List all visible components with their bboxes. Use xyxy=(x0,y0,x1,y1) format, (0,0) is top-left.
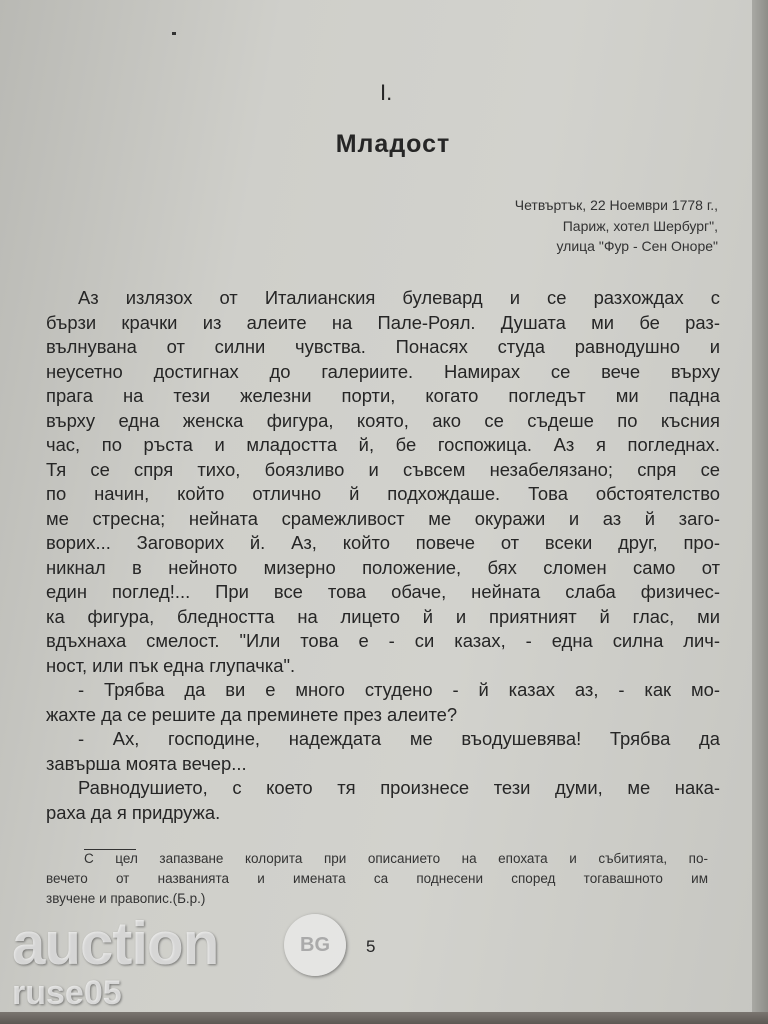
text-line: ме стресна; нейната срамежливост ме окуражи и аз й заго- xyxy=(46,507,720,529)
chapter-title: Младост xyxy=(335,130,451,158)
text-line: ворих... Заговорих й. Аз, който повече от всеки друг, про- xyxy=(46,532,720,553)
dateline-line: Париж, хотел Шербург", xyxy=(562,217,718,234)
text-line: Тя се спря тихо, боязливо и съвсем незабелязано; спря се xyxy=(46,458,720,480)
text-line: ност, или пък една глупачка". xyxy=(46,654,296,676)
text-line: никнал в нейното мизерно положение, бях сломен само от xyxy=(46,556,720,578)
text-line: по начин, който отлично й подхождаше. Това обстоятелство xyxy=(46,483,720,504)
text-line: неусетно достигнах до галериите. Намирах се вече върху xyxy=(46,360,720,382)
footnote xyxy=(46,849,708,909)
text-line: Равнодушието, с което тя произнесе тези думи, ме нака- xyxy=(78,777,720,798)
ink-speck xyxy=(172,32,176,35)
text-line: ка фигура, бледността на лицето й и приятният й глас, ми xyxy=(46,605,720,627)
text-line: Аз излязох от Италианския булевард и се разхождах с xyxy=(78,287,720,308)
dateline-line: Четвъртък, 22 Ноември 1778 г., xyxy=(514,197,718,213)
page-number: 5 xyxy=(366,937,376,956)
text-line: върху една женска фигура, която, ако се съдеше по късния xyxy=(46,409,720,431)
watermark-user: ruse05 xyxy=(12,974,122,1012)
footnote-line: вечето от названията и имената са поднесени според тогавашното им xyxy=(46,871,708,886)
text-line: - Ах, господине, надеждата ме въодушевява! Трябва да xyxy=(78,728,720,749)
text-line: час, по ръста и младостта й, бе госпожица. Аз я погледнах. xyxy=(46,434,720,455)
watermark-logo: auction xyxy=(12,910,219,977)
text-line: вълнувана от силни чувства. Понасях студа равнодушно и xyxy=(46,336,720,357)
watermark-badge: BG xyxy=(284,914,346,976)
text-line: жахте да се решите да преминете през алеите? xyxy=(46,703,458,725)
text-line: раха да я придружа. xyxy=(46,801,221,823)
footnote-line: С цел запазване колорита при описанието на епохата и събитията, по- xyxy=(84,851,708,866)
dateline xyxy=(515,195,718,257)
chapter-number: I. xyxy=(380,80,393,105)
text-line: вдъхнаха смелост. "Или това е - си казах, - една силна лич- xyxy=(46,630,720,651)
text-line: прага на тези железни порти, когато погледът ми падна xyxy=(46,385,720,406)
body-text xyxy=(46,286,720,825)
table-surface xyxy=(0,1012,768,1024)
text-line: един поглед!... При все това обаче, нейната слаба физичес- xyxy=(46,581,720,602)
text-line: - Трябва да ви е много студено - й казах аз, - как мо- xyxy=(78,679,720,700)
text-line: бързи крачки из алеите на Пале-Роял. Душата ми бе раз- xyxy=(46,311,720,333)
text-line: завърша моята вечер... xyxy=(46,752,247,774)
footnote-line: звучене и правопис.(Б.р.) xyxy=(46,891,206,906)
dateline-line: улица "Фур - Сен Оноре" xyxy=(556,238,718,254)
